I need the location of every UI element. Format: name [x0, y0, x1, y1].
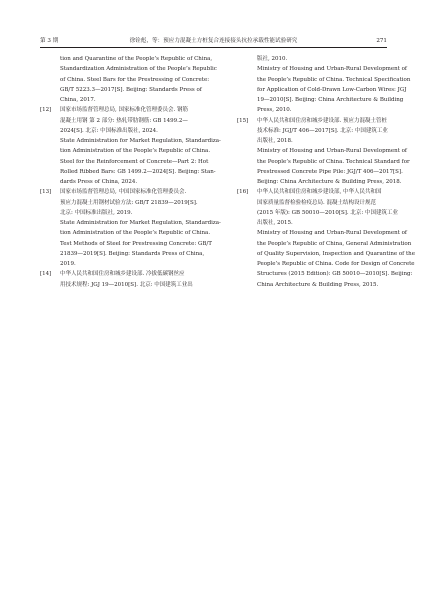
reference-line: tion Administration of the People’s Republic of China. — [60, 148, 211, 155]
reference-line: Ministry of Housing and Urban-Rural Development of — [257, 148, 407, 155]
reference-line: 中华人民共和国住房和城乡建设部, 中华人民共和国 — [257, 189, 382, 196]
reference-number: [12] — [40, 107, 52, 114]
reference-line: tion and Quarantine of the People’s Republic of China, — [60, 56, 213, 62]
reference-line: tion Administration of the People’s Republic of China. — [60, 230, 211, 237]
reference-line: 混凝土用钢 第 2 部分: 热轧带肋钢筋: GB 1499.2— — [60, 117, 188, 124]
reference-line: dards Press of China, 2024. — [60, 179, 138, 185]
reference-line: the People’s Republic of China. Technical Standard for — [257, 158, 410, 165]
reference-entry — [237, 187, 415, 290]
reference-line: Structures (2015 Edition): GB 50010—2010[S]. Beijing: — [257, 271, 413, 278]
reference-line: 21839—2019[S]. Beijing: Standards Press of China, — [60, 250, 205, 257]
reference-line: 国家市场监督管理总局, 中国国家标准化管理委员会. — [60, 189, 187, 196]
reference-entry — [237, 116, 410, 188]
reference-line: 国家市场监督管理总局, 国家标准化管理委员会. 钢筋 — [60, 107, 188, 114]
reference-entry — [40, 105, 221, 187]
reference-line: 国家质量监督检验检疫总局. 混凝土结构设计规范 — [257, 199, 376, 206]
reference-line: Test Methods of Steel for Prestressing Concrete: GB/T — [60, 240, 212, 247]
reference-line: China, 2017. — [60, 97, 96, 103]
page-number: 271 — [376, 38, 387, 44]
reference-line: 预应力混凝土用钢材试验方法: GB/T 21839—2019[S]. — [60, 199, 198, 206]
reference-line: Press, 2010. — [257, 107, 292, 114]
reference-line: Standardization Administration of the People’s Republic — [60, 66, 217, 73]
reference-entry — [40, 54, 217, 105]
reference-line: State Administration for Market Regulation, Standardiza- — [60, 220, 221, 226]
reference-number: [13] — [40, 189, 52, 196]
reference-line: China Architecture & Building Press, 2015. — [257, 281, 379, 288]
reference-line: 2019. — [60, 261, 76, 267]
reference-line: 2024[S]. 北京: 中国标准出版社, 2024. — [60, 127, 158, 134]
reference-line: 中华人民共和国住房和城乡建设部. 冷拔低碳钢丝应 — [60, 271, 185, 278]
reference-entry — [40, 187, 221, 269]
reference-line: 中华人民共和国住房和城乡建设部. 预应力混凝土管桩 — [257, 117, 387, 124]
reference-entry — [237, 54, 411, 116]
reference-line: Beijing: China Architecture & Building Press, 2018. — [257, 179, 402, 185]
reference-line: Ministry of Housing and Urban-Rural Development of — [257, 230, 407, 237]
reference-line: of China. Steel Bars for the Prestressing of Concrete: — [60, 76, 210, 83]
reference-line: the People’s Republic of China, General Administration — [257, 240, 412, 247]
reference-line: 19—2010[S]. Beijing: China Architecture & Building — [257, 97, 404, 103]
reference-column-left — [40, 54, 221, 290]
reference-number: [14] — [40, 271, 52, 278]
reference-line: 出版社, 2018. — [257, 138, 293, 144]
reference-column-right — [237, 54, 415, 290]
reference-line: GB/T 5223.3—2017[S]. Beijing: Standards Press of — [60, 86, 202, 93]
reference-line: 出版社, 2015. — [257, 220, 293, 226]
reference-entry — [40, 269, 202, 290]
reference-line: (2015 年版): GB 50010—2010[S]. 北京: 中国建筑工业 — [257, 209, 398, 216]
reference-line: Steel for the Reinforcement of Concrete—Part 2: Hot — [60, 158, 209, 165]
reference-line: Rolled Ribbed Bars: GB 1499.2—2024[S]. Beijing: Stan- — [60, 168, 216, 175]
reference-line: 版社, 2010. — [257, 56, 288, 62]
page-header — [40, 36, 387, 46]
reference-line: Ministry of Housing and Urban-Rural Development of — [257, 66, 407, 73]
reference-line: State Administration for Market Regulation, Standardiza- — [60, 138, 221, 144]
reference-line: 北京: 中国标准出版社, 2019. — [60, 209, 133, 216]
reference-line: of Quality Supervision, Inspection and Quarantine of the — [257, 250, 415, 257]
issue-number: 第 3 期 — [40, 38, 59, 44]
reference-line: 技术标准: JGJ/T 406—2017[S]. 北京: 中国建筑工业 — [257, 127, 388, 134]
reference-line: People’s Republic of China. Code for Design of Concrete — [257, 261, 415, 267]
header-rule — [40, 47, 387, 48]
running-title: 徐铨彪，等：预应力混凝土方桩复合连接接头抗拉承载性能试验研究 — [129, 38, 298, 44]
reference-line: Prestressed Concrete Pipe Pile: JGJ/T 406—2017[S]. — [257, 168, 403, 175]
reference-number: [15] — [237, 117, 249, 124]
reference-line: 用技术规程: JGJ 19—2010[S]. 北京: 中国建筑工业出 — [60, 281, 193, 288]
reference-line: for Application of Cold-Drawn Low-Carbon Wires: JGJ — [257, 86, 407, 93]
reference-line: the People’s Republic of China. Technical Specification — [257, 76, 411, 83]
reference-number: [16] — [237, 189, 249, 196]
